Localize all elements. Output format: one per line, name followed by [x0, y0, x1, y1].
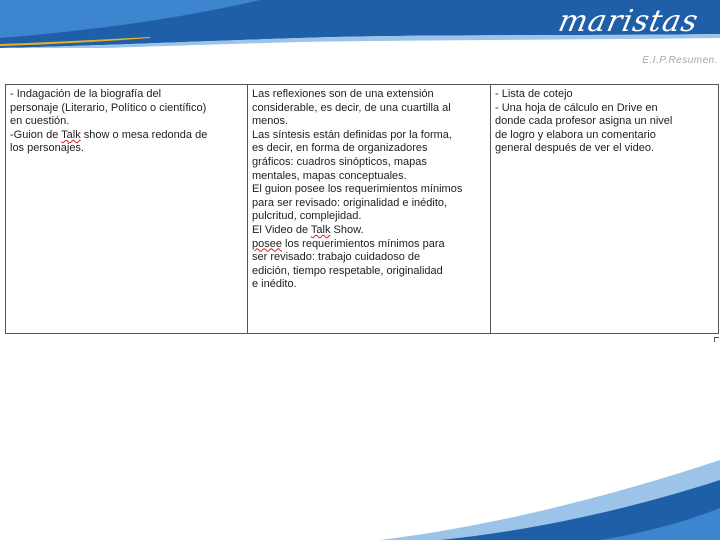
cell-text-line: Las síntesis están definidas por la forma, [252, 128, 452, 141]
cell-text-line: edición, tiempo respetable, originalidad [252, 264, 443, 277]
cell-text-line [10, 129, 243, 143]
cell-text-line: Las reflexiones son de una extensión [252, 88, 434, 100]
activities-cell [6, 85, 248, 334]
footer-band [0, 420, 720, 540]
cell-text-line: ser revisado: trabajo cuidadoso de [252, 251, 421, 264]
cell-text-line: general después de ver el video. [495, 142, 654, 155]
cell-text-line: pulcritud, complejidad. [252, 210, 362, 223]
maristas-logo: maristas [555, 4, 702, 39]
cell-text-line: e inédito. [252, 278, 297, 291]
text-fragment: El Video de [252, 223, 311, 236]
summary-table [5, 84, 719, 334]
text-fragment: -Guion de [10, 128, 62, 141]
cell-text-line [252, 238, 486, 252]
cell-text-line: - Una hoja de cálculo en Drive en [495, 101, 658, 114]
criteria-cell [248, 85, 491, 334]
table-row [6, 85, 719, 334]
instruments-cell [491, 85, 719, 334]
cell-text-line: mentales, mapas conceptuales. [252, 169, 407, 182]
cell-text-line: - Indagación de la biografía del [10, 88, 162, 100]
table-corner-mark [714, 337, 719, 342]
text-fragment: show o mesa redonda de [80, 128, 208, 141]
cell-text-line: los personajes. [10, 142, 84, 155]
cell-text-line: menos. [252, 115, 289, 128]
cell-text-line: de logro y elabora un comentario [495, 128, 656, 141]
cell-text-line: donde cada profesor asigna un nivel [495, 115, 673, 128]
cell-text-line: considerable, es decir, de una cuartilla al [252, 101, 451, 114]
cell-text-line: para ser revisado: originalidad e inédito, [252, 196, 448, 209]
page-subtitle: E.I.P.Resumen. [642, 55, 718, 66]
cell-text-line: - Lista de cotejo [495, 88, 573, 100]
cell-text-line: es decir, en forma de organizadores [252, 142, 428, 155]
spellcheck-word: posee [252, 237, 282, 250]
cell-text-line: personaje (Literario, Político o científico) [10, 101, 207, 114]
spellcheck-word: Talk [310, 223, 331, 236]
cell-text-line: en cuestión. [10, 115, 70, 128]
spellcheck-word: Talk [61, 128, 81, 141]
text-fragment: los requerimientos mínimos para [281, 237, 445, 250]
text-fragment: Show. [330, 223, 364, 236]
cell-text-line: gráficos: cuadros sinópticos, mapas [252, 155, 427, 168]
cell-text-line [252, 224, 486, 238]
cell-text-line: El guion posee los requerimientos mínimos [252, 183, 463, 196]
